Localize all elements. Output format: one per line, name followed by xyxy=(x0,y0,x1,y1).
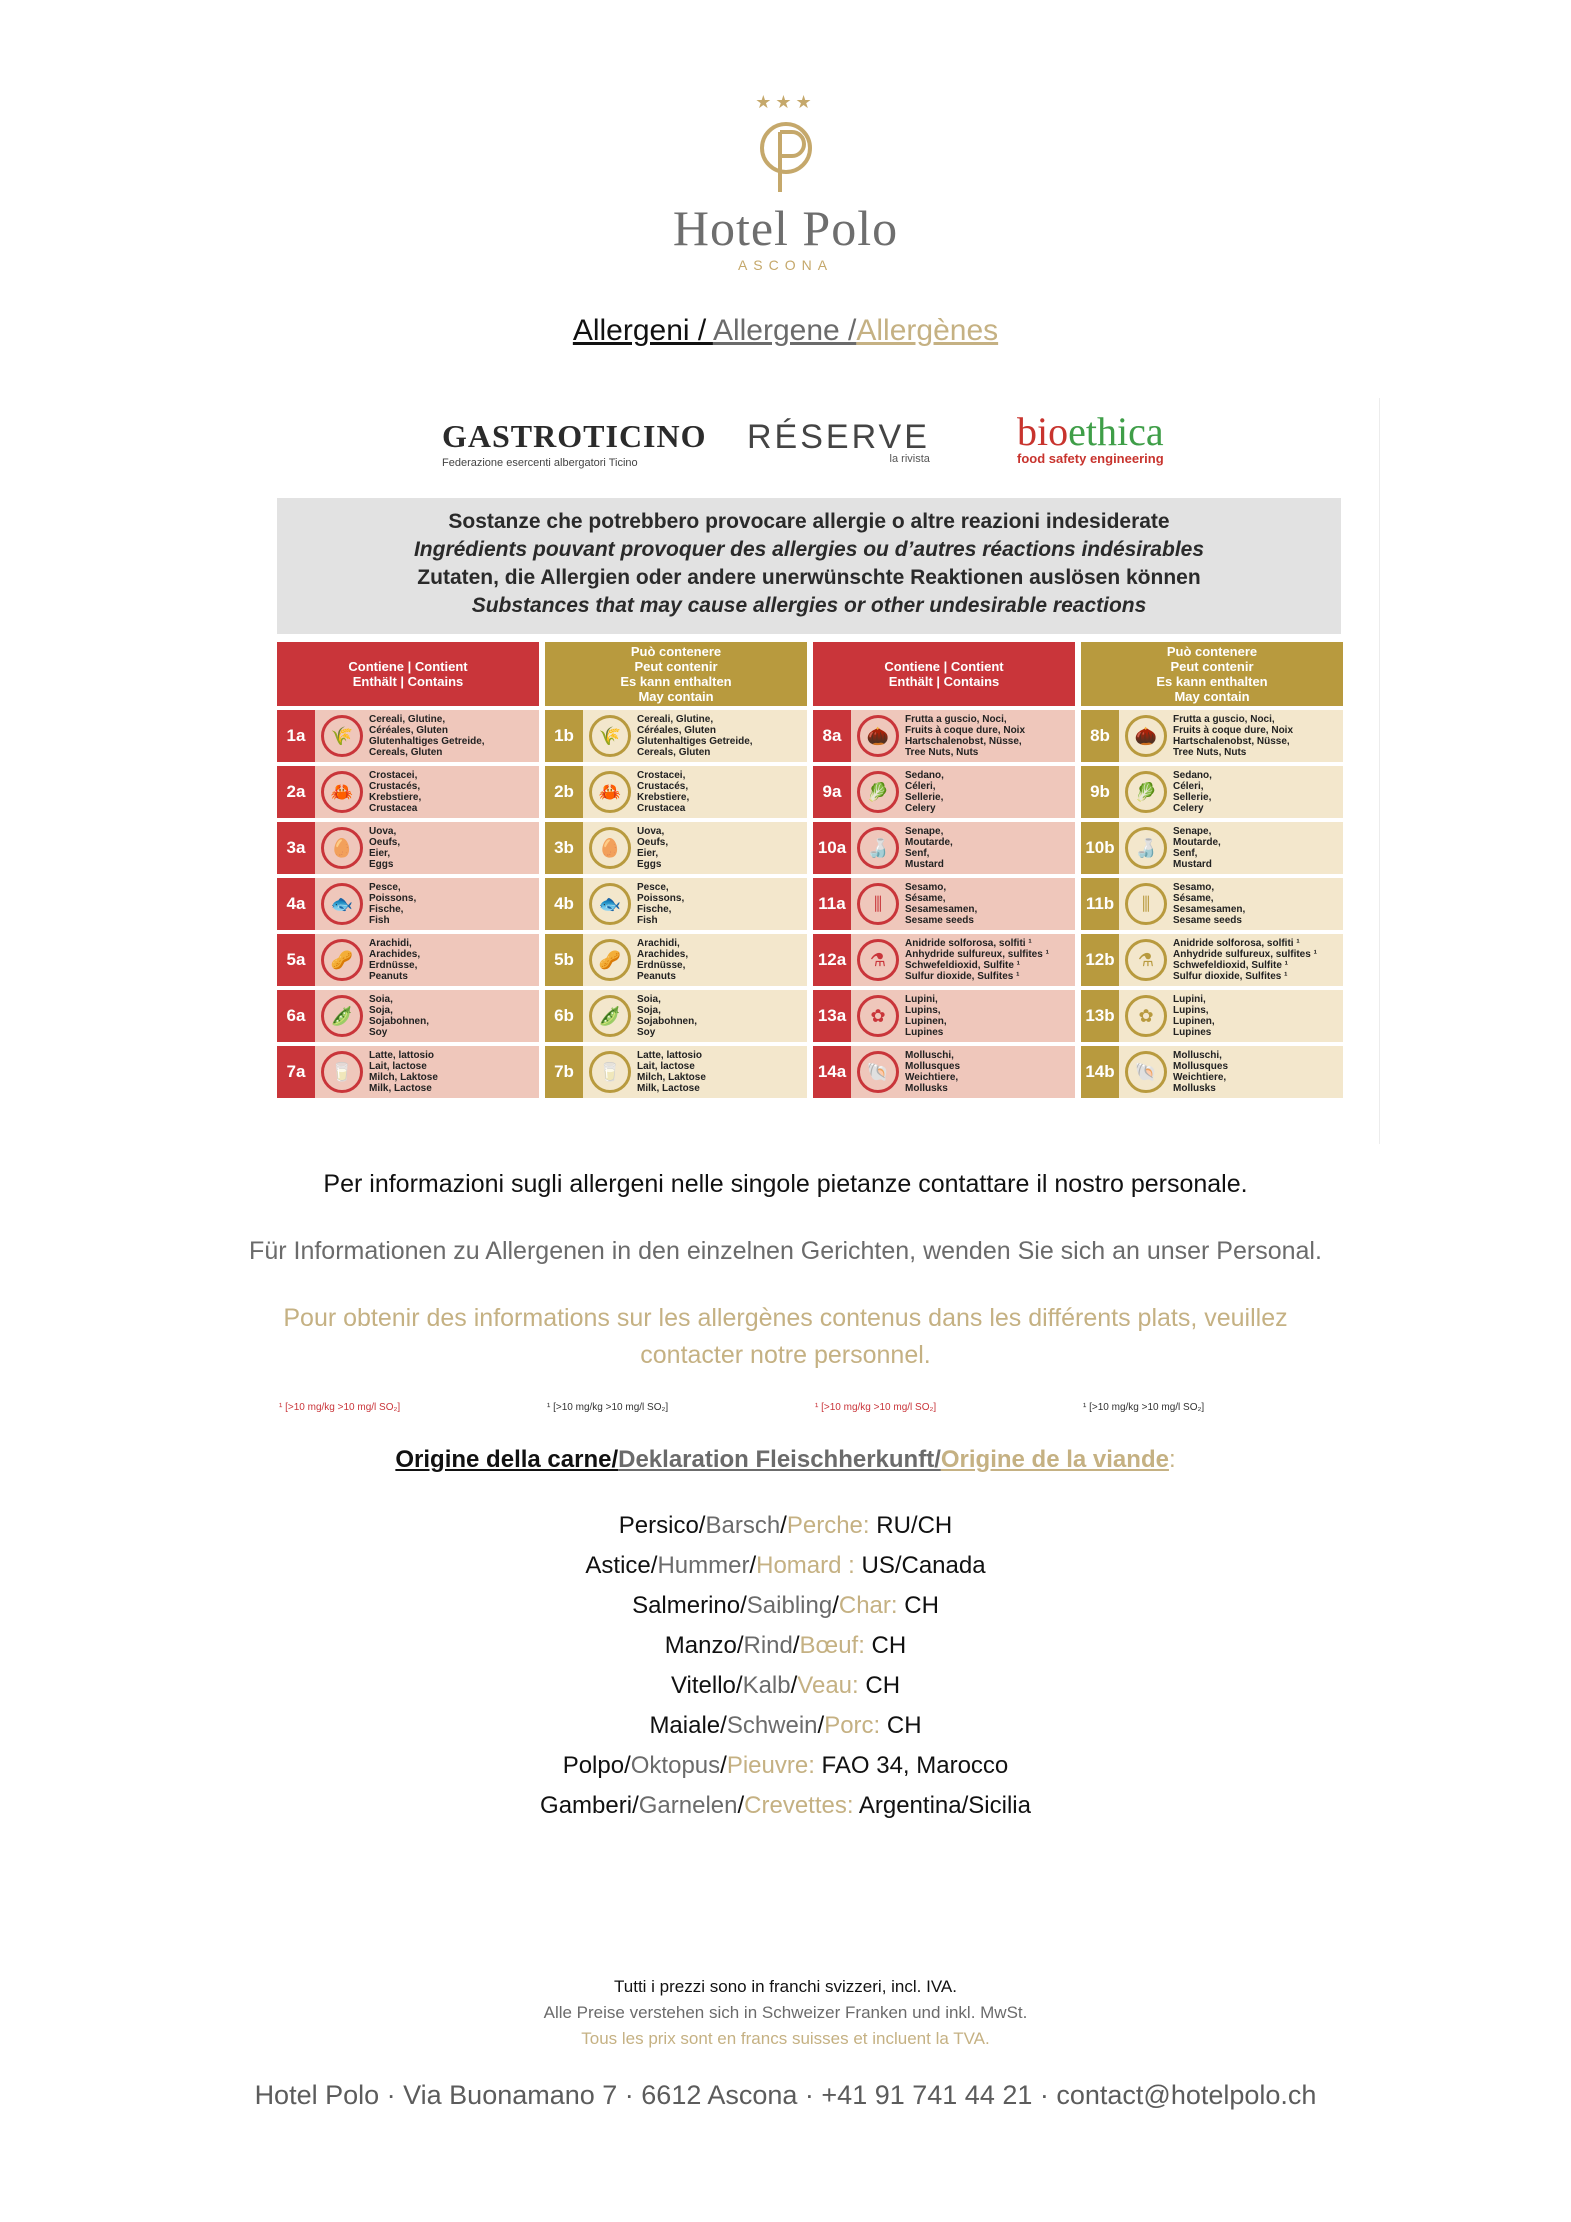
hotel-name: Hotel Polo xyxy=(672,200,899,256)
header-it: Sostanze che potrebbero provocare allergie o altre reazioni indesiderate xyxy=(448,510,1170,533)
peanut-icon: 🥜 xyxy=(321,939,363,981)
allergen-code: 10a xyxy=(813,822,851,874)
allergen-row xyxy=(545,934,807,986)
allergen-row xyxy=(545,710,807,762)
price-note xyxy=(0,1974,1571,2052)
origin-item: Manzo/Rind/Bœuf: CH xyxy=(664,1632,907,1659)
origin-title-it: Origine della carne/ xyxy=(395,1446,619,1473)
allergen-row xyxy=(545,766,807,818)
info-fr-line1: Pour obtenir des informations sur les allergènes contenus dans les différents plats, veuillez xyxy=(283,1304,1288,1332)
info-de: Für Informationen zu Allergenen in den einzelnen Gerichten, wenden Sie sich an unser Personal. xyxy=(249,1237,1322,1265)
info-it: Per informazioni sugli allergeni nelle singole pietanze contattare il nostro personale. xyxy=(323,1170,1248,1198)
grain-icon: 🌾 xyxy=(321,715,363,757)
title-it: Allergeni / xyxy=(572,314,713,347)
allergen-row xyxy=(277,766,539,818)
mustard-icon: 🍶 xyxy=(857,827,899,869)
meat-origin-list xyxy=(0,1506,1571,1826)
allergen-text: Cereali, Glutine, Céréales, Gluten Glutenhaltiges Getreide, Cereals, Gluten xyxy=(637,714,753,758)
allergen-text: Uova, Oeufs, Eier, Eggs xyxy=(637,826,669,870)
origin-it: Vitello xyxy=(670,1672,736,1699)
milk-icon: 🥛 xyxy=(321,1051,363,1093)
gastroticino-name: GASTROTICINO xyxy=(442,418,707,454)
allergen-row xyxy=(1081,878,1343,930)
nut-icon: 🌰 xyxy=(857,715,899,757)
allergen-text: Crostacei, Crustacés, Krebstiere, Crustacea xyxy=(637,770,690,814)
origin-fr: Crevettes: xyxy=(744,1792,854,1819)
celery-icon: 🥬 xyxy=(857,771,899,813)
nut-icon: 🌰 xyxy=(1125,715,1167,757)
footnote: ¹ [>10 mg/kg >10 mg/l SO₂] xyxy=(815,1402,937,1413)
sulphite-icon: ⚗ xyxy=(1125,939,1167,981)
allergen-title xyxy=(0,314,1571,348)
allergen-text: Latte, lattosio Lait, lactose Milch, Laktose Milk, Lactose xyxy=(369,1050,438,1094)
bioethica-logo xyxy=(1017,408,1164,466)
price-note-it: Tutti i prezzi sono in franchi svizzeri, incl. IVA. xyxy=(614,1977,957,1996)
origin-fr: Pieuvre: xyxy=(726,1752,815,1779)
gastroticino-sub: Federazione esercenti albergatori Ticino xyxy=(442,457,638,469)
price-note-fr: Tous les prix sont en francs suisses et incluent la TVA. xyxy=(581,2029,990,2048)
allergen-row xyxy=(1081,710,1343,762)
allergen-code: 8a xyxy=(813,710,851,762)
column-header: Contiene | Contient Enthält | Contains xyxy=(813,642,1075,706)
allergen-row xyxy=(813,934,1075,986)
origin-it: Persico xyxy=(618,1512,699,1539)
allergen-text: Frutta a guscio, Noci, Fruits à coque dure, Noix Hartschalenobst, Nüsse, Tree Nuts, Nuts xyxy=(905,714,1026,758)
allergen-text: Cereali, Glutine, Céréales, Gluten Glutenhaltiges Getreide, Cereals, Gluten xyxy=(369,714,485,758)
origin-item: Maiale/Schwein/Porc: CH xyxy=(649,1712,922,1739)
origin-de: Saibling xyxy=(746,1592,833,1619)
egg-icon: 🥚 xyxy=(321,827,363,869)
info-fr-line2: contacter notre personnel. xyxy=(640,1341,931,1369)
origin-country: CH xyxy=(880,1712,922,1739)
allergen-code: 4b xyxy=(545,878,583,930)
allergen-text: Molluschi, Mollusques Weichtiere, Mollusks xyxy=(1173,1050,1229,1094)
fish-icon: 🐟 xyxy=(589,883,631,925)
allergen-code: 5b xyxy=(545,934,583,986)
allergen-row xyxy=(277,1046,539,1098)
allergen-code: 2b xyxy=(545,766,583,818)
allergen-row xyxy=(813,766,1075,818)
allergen-row xyxy=(1081,1046,1343,1098)
allergen-row xyxy=(1081,766,1343,818)
allergen-row xyxy=(813,990,1075,1042)
allergen-text: Lupini, Lupins, Lupinen, Lupines xyxy=(1173,994,1215,1038)
lupin-icon: ✿ xyxy=(1125,995,1167,1037)
footnote: ¹ [>10 mg/kg >10 mg/l SO₂] xyxy=(547,1402,669,1413)
allergen-code: 12a xyxy=(813,934,851,986)
allergen-row xyxy=(813,878,1075,930)
origin-it: Astice xyxy=(585,1552,651,1579)
reserve-logo xyxy=(747,418,930,465)
allergen-column xyxy=(813,642,1075,1098)
bioethica-bio: bio xyxy=(1017,409,1069,454)
header-fr: Ingrédients pouvant provoquer des allergies ou d’autres réactions indésirables xyxy=(413,538,1205,561)
allergen-text: Sedano, Céleri, Sellerie, Celery xyxy=(1173,770,1212,814)
origin-fr: Char: xyxy=(838,1592,898,1619)
allergen-text: Latte, lattosio Lait, lactose Milch, Laktose Milk, Lactose xyxy=(637,1050,706,1094)
header-de: Zutaten, die Allergien oder andere unerwünschte Reaktionen auslösen können xyxy=(417,566,1201,589)
origin-item: Salmerino/Saibling/Char: CH xyxy=(632,1592,939,1619)
allergen-code: 7a xyxy=(277,1046,315,1098)
allergen-row xyxy=(277,710,539,762)
allergen-code: 13b xyxy=(1081,990,1119,1042)
price-note-de: Alle Preise verstehen sich in Schweizer Franken und inkl. MwSt. xyxy=(543,2003,1028,2022)
gastroticino-logo xyxy=(442,418,707,469)
allergen-text: Sesamo, Sésame, Sesamesamen, Sesame seeds xyxy=(905,882,978,926)
allergen-row xyxy=(1081,822,1343,874)
origin-title-colon: : xyxy=(1168,1446,1176,1473)
allergen-code: 7b xyxy=(545,1046,583,1098)
origin-country: CH xyxy=(897,1592,939,1619)
allergen-row xyxy=(545,990,807,1042)
origin-country: CH xyxy=(864,1632,907,1659)
origin-country: RU/CH xyxy=(869,1512,953,1539)
allergen-row xyxy=(813,710,1075,762)
allergen-header xyxy=(277,498,1341,634)
sesame-icon: ⫼ xyxy=(857,883,899,925)
allergen-text: Pesce, Poissons, Fische, Fish xyxy=(637,882,685,926)
origin-fr: Homard : xyxy=(756,1552,855,1579)
origin-fr: Bœuf: xyxy=(799,1632,865,1659)
allergen-text: Frutta a guscio, Noci, Fruits à coque dure, Noix Hartschalenobst, Nüsse, Tree Nuts, Nuts xyxy=(1173,714,1294,758)
allergen-row xyxy=(277,822,539,874)
origin-de: Barsch xyxy=(705,1512,781,1539)
origin-it: Manzo xyxy=(664,1632,737,1659)
allergen-text: Uova, Oeufs, Eier, Eggs xyxy=(369,826,401,870)
allergen-code: 4a xyxy=(277,878,315,930)
column-header: Può contenere Peut contenir Es kann enthalten May contain xyxy=(545,642,807,706)
origin-de: Hummer xyxy=(657,1552,750,1579)
crab-icon: 🦀 xyxy=(589,771,631,813)
origin-country: FAO 34, Marocco xyxy=(814,1752,1009,1779)
allergen-text: Arachidi, Arachides, Erdnüsse, Peanuts xyxy=(369,938,421,982)
allergen-column xyxy=(1081,642,1343,1098)
allergen-text: Arachidi, Arachides, Erdnüsse, Peanuts xyxy=(637,938,689,982)
allergen-code: 9a xyxy=(813,766,851,818)
sesame-icon: ⫼ xyxy=(1125,883,1167,925)
header-en: Substances that may cause allergies or other undesirable reactions xyxy=(471,594,1147,617)
allergen-row xyxy=(813,822,1075,874)
hotel-logo xyxy=(0,92,1571,273)
allergen-text: Anidride solforosa, solfiti ¹ Anhydride sulfureux, sulfites ¹ Schwefeldioxid, Sulfite ¹ Sulfur dioxide, Sulfites ¹ xyxy=(1173,938,1317,982)
grain-icon: 🌾 xyxy=(589,715,631,757)
allergen-row xyxy=(277,934,539,986)
allergen-text: Senape, Moutarde, Senf, Mustard xyxy=(905,826,953,870)
allergen-code: 2a xyxy=(277,766,315,818)
origin-item: Astice/Hummer/Homard : US/Canada xyxy=(585,1552,986,1579)
origin-de: Rind xyxy=(743,1632,793,1659)
peanut-icon: 🥜 xyxy=(589,939,631,981)
origin-de: Oktopus xyxy=(630,1752,721,1779)
meat-origin-title xyxy=(0,1446,1571,1474)
hotel-monogram-icon xyxy=(746,114,826,194)
footnote: ¹ [>10 mg/kg >10 mg/l SO₂] xyxy=(1083,1402,1205,1413)
allergen-column xyxy=(277,642,539,1098)
allergen-row xyxy=(277,990,539,1042)
allergen-code: 11a xyxy=(813,878,851,930)
crab-icon: 🦀 xyxy=(321,771,363,813)
mustard-icon: 🍶 xyxy=(1125,827,1167,869)
origin-it: Maiale xyxy=(649,1712,721,1739)
allergen-code: 12b xyxy=(1081,934,1119,986)
bioethica-sub: food safety engineering xyxy=(1017,451,1164,466)
origin-it: Salmerino xyxy=(632,1592,741,1619)
fish-icon: 🐟 xyxy=(321,883,363,925)
origin-fr: Perche: xyxy=(786,1512,870,1539)
bioethica-ethica: ethica xyxy=(1068,409,1164,454)
origin-fr: Veau: xyxy=(797,1672,859,1699)
column-header: Può contenere Peut contenir Es kann enthalten May contain xyxy=(1081,642,1343,706)
allergen-code: 6b xyxy=(545,990,583,1042)
allergen-text: Anidride solforosa, solfiti ¹ Anhydride sulfureux, sulfites ¹ Schwefeldioxid, Sulfite ¹ Sulfur dioxide, Sulfites ¹ xyxy=(905,938,1049,982)
origin-item: Gamberi/Garnelen/Crevettes: Argentina/Sicilia xyxy=(540,1792,1031,1819)
soy-icon: 🫛 xyxy=(589,995,631,1037)
title-de: Allergene / xyxy=(712,314,857,347)
allergen-row xyxy=(545,878,807,930)
allergen-row xyxy=(545,1046,807,1098)
footnote: ¹ [>10 mg/kg >10 mg/l SO₂] xyxy=(279,1402,401,1413)
allergen-code: 11b xyxy=(1081,878,1119,930)
hotel-address: Hotel Polo · Via Buonamano 7 · 6612 Ascona · +41 91 741 44 21 · contact@hotelpolo.ch xyxy=(254,2080,1317,2110)
title-fr: Allergènes xyxy=(856,314,999,347)
egg-icon: 🥚 xyxy=(589,827,631,869)
lupin-icon: ✿ xyxy=(857,995,899,1037)
brand-logos xyxy=(277,398,1379,498)
allergen-code: 6a xyxy=(277,990,315,1042)
allergen-code: 5a xyxy=(277,934,315,986)
allergen-code: 3b xyxy=(545,822,583,874)
origin-de: Schwein xyxy=(726,1712,818,1739)
allergen-row xyxy=(1081,934,1343,986)
allergen-code: 14a xyxy=(813,1046,851,1098)
shell-icon: 🐚 xyxy=(1125,1051,1167,1093)
origin-fr: Porc: xyxy=(824,1712,881,1739)
origin-item: Persico/Barsch/Perche: RU/CH xyxy=(618,1512,953,1539)
origin-de: Kalb xyxy=(742,1672,791,1699)
origin-de: Garnelen xyxy=(638,1792,738,1819)
reserve-sub: la rivista xyxy=(889,453,930,465)
shell-icon: 🐚 xyxy=(857,1051,899,1093)
reserve-name: RÉSERVE xyxy=(747,418,930,456)
allergen-row xyxy=(1081,990,1343,1042)
allergen-text: Sedano, Céleri, Sellerie, Celery xyxy=(905,770,944,814)
origin-title-fr: Origine de la viande xyxy=(940,1446,1169,1473)
sulphite-icon: ⚗ xyxy=(857,939,899,981)
origin-country: Argentina/Sicilia xyxy=(853,1792,1031,1819)
allergen-row xyxy=(813,1046,1075,1098)
column-header: Contiene | Contient Enthält | Contains xyxy=(277,642,539,706)
allergen-code: 9b xyxy=(1081,766,1119,818)
allergen-code: 1a xyxy=(277,710,315,762)
allergen-code: 14b xyxy=(1081,1046,1119,1098)
origin-country: CH xyxy=(858,1672,901,1699)
origin-item: Polpo/Oktopus/Pieuvre: FAO 34, Marocco xyxy=(562,1752,1009,1779)
stars-icon: ★★★ xyxy=(755,92,816,112)
allergen-row xyxy=(545,822,807,874)
allergen-code: 3a xyxy=(277,822,315,874)
allergen-code: 13a xyxy=(813,990,851,1042)
allergen-text: Soia, Soja, Sojabohnen, Soy xyxy=(369,994,429,1038)
allergen-code: 10b xyxy=(1081,822,1119,874)
allergen-code: 8b xyxy=(1081,710,1119,762)
allergen-text: Lupini, Lupins, Lupinen, Lupines xyxy=(905,994,947,1038)
allergen-text: Senape, Moutarde, Senf, Mustard xyxy=(1173,826,1221,870)
origin-title-de: Deklaration Fleischherkunft/ xyxy=(618,1446,941,1473)
hotel-location: ASCONA xyxy=(737,257,834,273)
milk-icon: 🥛 xyxy=(589,1051,631,1093)
soy-icon: 🫛 xyxy=(321,995,363,1037)
allergen-text: Pesce, Poissons, Fische, Fish xyxy=(369,882,417,926)
allergen-text: Crostacei, Crustacés, Krebstiere, Crustacea xyxy=(369,770,422,814)
origin-item: Vitello/Kalb/Veau: CH xyxy=(670,1672,901,1699)
celery-icon: 🥬 xyxy=(1125,771,1167,813)
allergen-row xyxy=(277,878,539,930)
origin-it: Polpo xyxy=(562,1752,625,1779)
origin-country: US/Canada xyxy=(854,1552,986,1579)
origin-it: Gamberi xyxy=(540,1792,633,1819)
allergen-code: 1b xyxy=(545,710,583,762)
allergen-text: Sesamo, Sésame, Sesamesamen, Sesame seeds xyxy=(1173,882,1246,926)
allergen-text: Soia, Soja, Sojabohnen, Soy xyxy=(637,994,697,1038)
allergen-column xyxy=(545,642,807,1098)
allergen-text: Molluschi, Mollusques Weichtiere, Mollusks xyxy=(905,1050,961,1094)
